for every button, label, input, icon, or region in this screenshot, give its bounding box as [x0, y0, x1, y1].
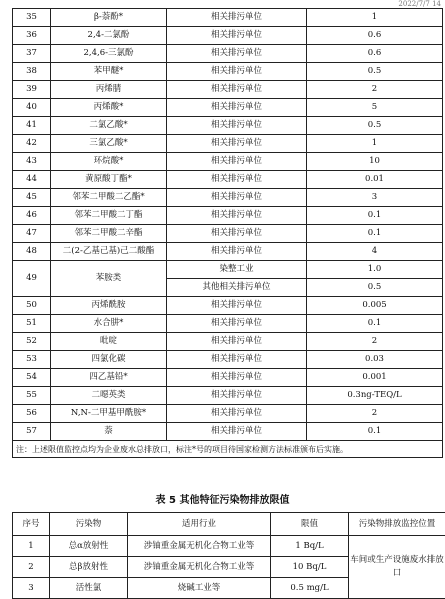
table-row — [13, 153, 443, 171]
row-number-cell: 40 — [13, 99, 51, 117]
row-number-cell: 55 — [13, 387, 51, 405]
limit-cell: 0.1 — [307, 315, 443, 333]
table-row — [13, 117, 443, 135]
table-row — [13, 369, 443, 387]
pollutant-cell: 邻苯二甲酸二丁酯 — [51, 207, 167, 225]
table-row — [13, 225, 443, 243]
pollutant-limits-table — [12, 8, 443, 458]
industry-cell: 烧碱工业等 — [128, 578, 271, 599]
pollutant-cell: 丙烯腈 — [51, 81, 167, 99]
row-number-cell: 47 — [13, 225, 51, 243]
limit-cell: 0.1 — [307, 225, 443, 243]
row-number-cell: 56 — [13, 405, 51, 423]
scope-cell: 相关排污单位 — [167, 99, 307, 117]
table-note-row — [13, 441, 443, 458]
limit-cell: 1 — [307, 135, 443, 153]
header-industry: 适用行业 — [128, 513, 271, 536]
table-row-group-49 — [13, 261, 443, 297]
table-row — [13, 171, 443, 189]
scope-cell: 相关排污单位 — [167, 297, 307, 315]
limit-cell: 1.0 — [307, 261, 443, 279]
table-note-group — [13, 441, 443, 458]
row-number-cell: 48 — [13, 243, 51, 261]
pollutant-cell: N,N-二甲基甲酰胺* — [51, 405, 167, 423]
row-number-cell: 52 — [13, 333, 51, 351]
pollutant-cell: 二(2-乙基己基)己二酸酯 — [51, 243, 167, 261]
industry-cell: 涉铀重金属无机化合物工业等 — [128, 557, 271, 578]
pollutant-cell: 活性氯 — [50, 578, 128, 599]
pollutant-cell: 2,4-二氯酚 — [51, 27, 167, 45]
limit-cell: 0.01 — [307, 171, 443, 189]
table-row — [13, 45, 443, 63]
table-row — [13, 207, 443, 225]
limit-cell: 0.5 — [307, 117, 443, 135]
row-number-cell: 51 — [13, 315, 51, 333]
limit-cell: 0.5 mg/L — [271, 578, 349, 599]
row-number-cell: 45 — [13, 189, 51, 207]
scope-cell: 相关排污单位 — [167, 9, 307, 27]
limit-cell: 1 — [307, 9, 443, 27]
limit-cell: 5 — [307, 99, 443, 117]
pollutant-cell: 二噁英类 — [51, 387, 167, 405]
table-row — [13, 405, 443, 423]
pollutant-cell: 环烷酸* — [51, 153, 167, 171]
table-row — [13, 99, 443, 117]
table-row — [13, 135, 443, 153]
limit-cell: 2 — [307, 333, 443, 351]
limit-cell: 2 — [307, 81, 443, 99]
row-number-cell: 35 — [13, 9, 51, 27]
row-number-cell: 3 — [13, 578, 50, 599]
row-number-cell: 46 — [13, 207, 51, 225]
scope-cell: 相关排污单位 — [167, 117, 307, 135]
row-number-cell: 37 — [13, 45, 51, 63]
table-row — [13, 9, 443, 27]
table-row — [13, 81, 443, 99]
pollutant-cell: 水合肼* — [51, 315, 167, 333]
page-corner-text: 2022/7/7 14 — [398, 0, 441, 8]
row-number-cell: 43 — [13, 153, 51, 171]
header-no: 序号 — [13, 513, 50, 536]
scope-cell: 其他相关排污单位 — [167, 279, 307, 297]
scope-cell: 相关排污单位 — [167, 225, 307, 243]
row-number-cell: 54 — [13, 369, 51, 387]
scope-cell: 相关排污单位 — [167, 63, 307, 81]
pollutant-cell: β-萘酚* — [51, 9, 167, 27]
limit-cell: 10 — [307, 153, 443, 171]
table-row — [13, 261, 443, 279]
table-5-caption: 表 5 其他特征污染物排放限值 — [0, 491, 445, 506]
table-note: 注：上述限值监控点均为企业废水总排放口，标注*号的项目待国家检测方法标准颁布后实施。 — [13, 441, 443, 458]
row-number-cell: 2 — [13, 557, 50, 578]
limit-cell: 0.1 — [307, 423, 443, 441]
scope-cell: 相关排污单位 — [167, 171, 307, 189]
limit-cell: 2 — [307, 405, 443, 423]
header-location: 污染物排放监控位置 — [349, 513, 445, 536]
scope-cell: 相关排污单位 — [167, 45, 307, 63]
table-row — [13, 63, 443, 81]
pollutant-cell: 四氯化碳 — [51, 351, 167, 369]
pollutant-cell: 萘 — [51, 423, 167, 441]
row-number-cell: 42 — [13, 135, 51, 153]
table-row — [13, 387, 443, 405]
scope-cell: 相关排污单位 — [167, 351, 307, 369]
row-number-cell: 49 — [13, 261, 51, 297]
row-number-cell: 38 — [13, 63, 51, 81]
table-body-part-1 — [13, 9, 443, 261]
row-number-cell: 39 — [13, 81, 51, 99]
scope-cell: 相关排污单位 — [167, 387, 307, 405]
pollutant-cell: 丙烯酰胺 — [51, 297, 167, 315]
scope-cell: 相关排污单位 — [167, 333, 307, 351]
table-row — [13, 315, 443, 333]
pollutant-cell: 苯胺类 — [51, 261, 167, 297]
pollutant-cell: 邻苯二甲酸二乙酯* — [51, 189, 167, 207]
table-header-row — [13, 513, 445, 536]
scope-cell: 染整工业 — [167, 261, 307, 279]
table-row — [13, 333, 443, 351]
row-number-cell: 57 — [13, 423, 51, 441]
limit-cell: 0.001 — [307, 369, 443, 387]
pollutant-cell: 黄原酸丁酯* — [51, 171, 167, 189]
table-row — [13, 297, 443, 315]
limit-cell: 0.005 — [307, 297, 443, 315]
scope-cell: 相关排污单位 — [167, 153, 307, 171]
limit-cell: 10 Bq/L — [271, 557, 349, 578]
header-pollutant: 污染物 — [50, 513, 128, 536]
table-row — [13, 536, 445, 557]
limit-cell: 3 — [307, 189, 443, 207]
other-pollutant-limits-table — [12, 512, 445, 599]
industry-cell: 涉铀重金属无机化合物工业等 — [128, 536, 271, 557]
scope-cell: 相关排污单位 — [167, 423, 307, 441]
pollutant-cell: 丙烯酸* — [51, 99, 167, 117]
row-number-cell: 36 — [13, 27, 51, 45]
pollutant-cell: 二氯乙酸* — [51, 117, 167, 135]
scope-cell: 相关排污单位 — [167, 189, 307, 207]
scope-cell: 相关排污单位 — [167, 405, 307, 423]
location-cell: 车间或生产设施废水排放口 — [349, 536, 445, 599]
scope-cell: 相关排污单位 — [167, 81, 307, 99]
scope-cell: 相关排污单位 — [167, 207, 307, 225]
limit-cell: 0.03 — [307, 351, 443, 369]
limit-cell: 0.5 — [307, 63, 443, 81]
pollutant-cell: 总α放射性 — [50, 536, 128, 557]
scope-cell: 相关排污单位 — [167, 243, 307, 261]
limit-cell: 0.3ng-TEQ/L — [307, 387, 443, 405]
scope-cell: 相关排污单位 — [167, 369, 307, 387]
pollutant-cell: 吡啶 — [51, 333, 167, 351]
pollutant-cell: 邻苯二甲酸二辛酯 — [51, 225, 167, 243]
limit-cell: 0.6 — [307, 27, 443, 45]
row-number-cell: 1 — [13, 536, 50, 557]
pollutant-cell: 四乙基铅* — [51, 369, 167, 387]
row-number-cell: 53 — [13, 351, 51, 369]
table-row — [13, 351, 443, 369]
limit-cell: 0.6 — [307, 45, 443, 63]
pollutant-cell: 三氯乙酸* — [51, 135, 167, 153]
table-row — [13, 243, 443, 261]
limit-cell: 0.1 — [307, 207, 443, 225]
scope-cell: 相关排污单位 — [167, 135, 307, 153]
pollutant-cell: 2,4,6-三氯酚 — [51, 45, 167, 63]
pollutant-cell: 总β放射性 — [50, 557, 128, 578]
scope-cell: 相关排污单位 — [167, 315, 307, 333]
table-5-body — [13, 536, 445, 599]
table-body-part-2 — [13, 297, 443, 441]
table-row — [13, 27, 443, 45]
row-number-cell: 44 — [13, 171, 51, 189]
pollutant-cell: 苯甲醚* — [51, 63, 167, 81]
limit-cell: 4 — [307, 243, 443, 261]
limit-cell: 1 Bq/L — [271, 536, 349, 557]
table-row — [13, 423, 443, 441]
scope-cell: 相关排污单位 — [167, 27, 307, 45]
table-row — [13, 189, 443, 207]
header-limit: 限值 — [271, 513, 349, 536]
row-number-cell: 41 — [13, 117, 51, 135]
row-number-cell: 50 — [13, 297, 51, 315]
limit-cell: 0.5 — [307, 279, 443, 297]
